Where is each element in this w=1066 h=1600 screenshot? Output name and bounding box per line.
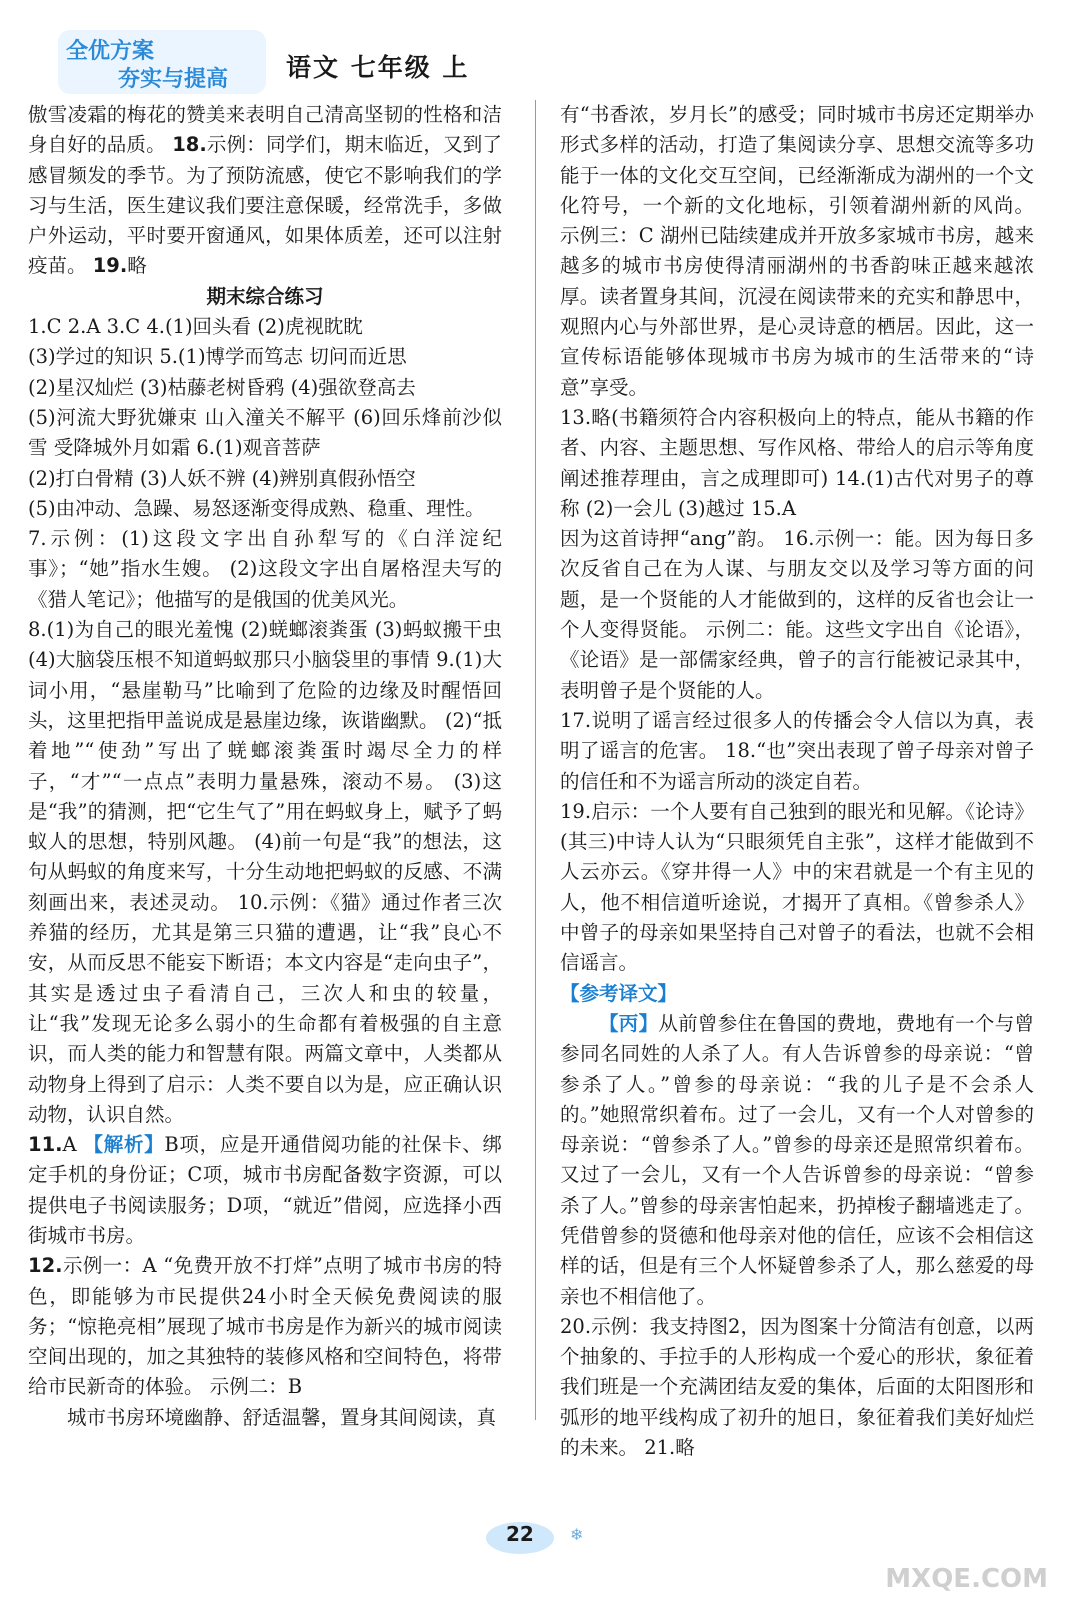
answer-choice: A: [62, 1133, 84, 1157]
answer-block: 20.示例：我支持图2，因为图案十分简洁有创意，以两个抽象的、手拉手的人形构成一个爱心的形状，象征着我们班是一个充满团结友爱的集体，后面的太阳图形和弧形的地平线构成了初升的旭日，象征着我们美好灿烂的未来。 21.略: [560, 1314, 1034, 1460]
answer-block: 因为这首诗押“ang”韵。 16.示例一：能。因为每日多次反省自己在为人谋、与朋友交以及学习等方面的问题，是一个贤能的人才能做到的，这样的反省也会让一个人变得贤能。 示例二：能。这些文字出自《论语》，《论语》是一部儒家经典，曾子的言行能被记录其中，表明曾子是个贤能的人。: [560, 527, 1034, 702]
answer-block: 有“书香浓，岁月长”的感受；同时城市书房还定期举办形式多样的活动，打造了集阅读分享、思想交流等多功能于一体的文化交互空间，已经渐渐成为湖州的一个文化符号，一个新的文化地标，引领着湖州新的风尚。 示例三：C 湖州已陆续建成并开放多家城市书房，越来越多的城市书房使得清丽湖州的书香韵味正越来越浓厚。读者置身其间，沉浸在阅读带来的充实和静思中，观照内心与外部世界，是心灵诗意的栖居。因此，这一宣传标语能够体现城市书房为城市的生活带来的“诗意”享受。: [560, 103, 1034, 399]
answer-block: 19.启示：一个人要有自己独到的眼光和见解。《论诗》(其三)中诗人认为“只眼须凭自主张”，这样才能做到不人云亦云。《穿井得一人》中的宋君就是一个有主见的人，他不相信道听途说，才揭开了真相。《曾参杀人》中曾子的母亲如果坚持自己对曾子的看法，也就不会相信谣言。: [560, 799, 1034, 975]
question-number: 11.: [28, 1133, 63, 1157]
page-number-badge: [480, 1518, 590, 1558]
answer-text: B项，应是开通借阅功能的社保卡、绑定手机的身份证；C项，城市书房配备数字资源，可以提供电子书阅读服务；D项，“就近”借阅，应选择小西街城市书房。: [28, 1133, 502, 1247]
answer-text: 略: [127, 254, 147, 278]
answer-block: 7.示例：(1)这段文字出自孙犁写的《白洋淀纪事》；“她”指水生嫂。 (2)这段文字出自屠格涅夫写的《猎人笔记》；他描写的是俄国的优美风光。: [28, 527, 502, 611]
page-header: [58, 30, 1018, 94]
watermark: [868, 1504, 1048, 1594]
answer-line: (5)由冲动、急躁、易怒逐渐变得成熟、稳重、理性。: [28, 496, 485, 520]
answer-line: (2)星汉灿烂 (3)枯藤老树昏鸦 (4)强欲登高去: [28, 375, 416, 399]
answer-text: 示例：同学们，期末临近，又到了感冒频发的季节。为了预防流感，使它不影响我们的学习与生活，医生建议我们要注意保暖，经常洗手，多做户外运动，平时要开窗通风，如果体质差，还可以注射疫苗。: [28, 133, 502, 278]
analysis-tag: 【解析】: [83, 1133, 165, 1157]
logo-line1: 全优方案: [66, 39, 155, 64]
subject-title: 语文 七年级 上: [286, 53, 470, 82]
answer-block: [28, 1130, 502, 1251]
answer-text: 示例一：A “免费开放不打烊”点明了城市书房的特色，即能够为市民提供24小时全天候免费阅读的服务；“惊艳亮相”展现了城市书房是作为新兴的城市阅读空间出现的，加之其独特的装修风格和空间特色，将带给市民新奇的体验。 示例二：B: [28, 1254, 502, 1399]
page-footer: [480, 1518, 590, 1558]
answer-block: 13.略(书籍须符合内容积极向上的特点，能从书籍的作者、内容、主题思想、写作风格、带给人的启示等角度阐述推荐理由，言之成理即可) 14.(1)古代对男子的尊称 (2)一会儿 (3)越过 15.A: [560, 405, 1034, 520]
section-title: 期末综合练习: [206, 284, 324, 308]
question-number: 19.: [92, 254, 128, 278]
question-number: 18.: [172, 133, 207, 157]
question-number: 12.: [28, 1254, 63, 1278]
translation-text: 从前曾参住在鲁国的费地，费地有一个与曾参同名同姓的人杀了人。有人告诉曾参的母亲说：“曾参杀了人。”曾参的母亲说：“我的儿子是不会杀人的。”她照常织着布。过了一会儿，又有一个人对曾参的母亲说：“曾参杀了人。”曾参的母亲还是照常织着布。又过了一会儿，又有一个人告诉曾参的母亲说：“曾参杀了人。”曾参的母亲害怕起来，扔掉梭子翻墙逃走了。凭借曾参的贤德和他母亲对他的信任，应该不会相信这样的话，但是有三个人怀疑曾参杀了人，那么慈爱的母亲也不相信他了。: [560, 1011, 1034, 1308]
answer-line: (2)打白骨精 (3)人妖不辨 (4)辨别真假孙悟空: [28, 466, 416, 490]
page-number: 22: [506, 1522, 534, 1546]
answer-block: [28, 100, 502, 282]
column-divider: [535, 100, 536, 1420]
answer-line: 1.C 2.A 3.C 4.(1)回头看 (2)虎视眈眈: [28, 315, 363, 339]
reference-translation-tag: 【参考译文】: [560, 981, 678, 1005]
snowflake-icon: ❄: [570, 1525, 584, 1544]
series-logo: [58, 30, 266, 94]
answer-line: (5)河流大野犹嫌束 山入潼关不解平 (6)回乐烽前沙似雪 受降城外月如霜 6.(1)观音菩萨: [28, 405, 502, 460]
answer-block: 17.说明了谣言经过很多人的传播会令人信以为真，表明了谣言的危害。 18.“也”突出表现了曾子母亲对曾子的信任和不为谣言所动的淡定自若。: [560, 708, 1034, 793]
answer-line: (3)学过的知识 5.(1)博学而笃志 切问而近思: [28, 345, 407, 369]
section-tag: 【丙】: [599, 1011, 659, 1035]
answer-block: 8.(1)为自己的眼光羞愧 (2)蜣螂滚粪蛋 (3)蚂蚁搬干虫 (4)大脑袋压根不知道蚂蚁那只小脑袋里的事情 9.(1)大词小用，“悬崖勒马”比喻到了危险的边缘及时醒悟回头，这里把指甲盖说成是悬崖边缘，诙谐幽默。 (2)“抵着地”“使劲”写出了蜣螂滚粪蛋时竭尽全力的样子，“才”“一点点”表明力量悬殊，滚动不易。 (3)这是“我”的猜测，把“它生气了”用在蚂蚁身上，赋予了蚂蚁人的思想，特别风趣。 (4)前一句是“我”的想法，这句从蚂蚁的角度来写，十分生动地把蚂蚁的反感、不满刻画出来，表述灵动。 10.示例：《猫》通过作者三次养猫的经历，尤其是第三只猫的遭遇，让“我”良心不安，从而反思不能妄下断语；本文内容是“走向虫子”，其实是透过虫子看清自己，三次人和虫的较量，让“我”发现无论多么弱小的生命都有着极强的自主意识，而人类的能力和智慧有限。两篇文章中，人类都从动物身上得到了启示：人类不要自以为是，应正确认识动物，认识自然。: [28, 618, 502, 1126]
left-column: [28, 100, 502, 1433]
watermark-text: MXQE.COM: [885, 1564, 1048, 1594]
answer-block: [28, 1251, 502, 1402]
translation-block: [560, 1009, 1034, 1312]
right-column: [560, 100, 1034, 1463]
answer-line: 城市书房环境幽静、舒适温馨，置身其间阅读，真: [67, 1405, 497, 1429]
answer-text: 傲雪凌霜的梅花的赞美来表明自己清高坚韧的性格和洁身自好的品质。: [28, 103, 502, 157]
logo-line2: 夯实与提高: [118, 67, 229, 92]
